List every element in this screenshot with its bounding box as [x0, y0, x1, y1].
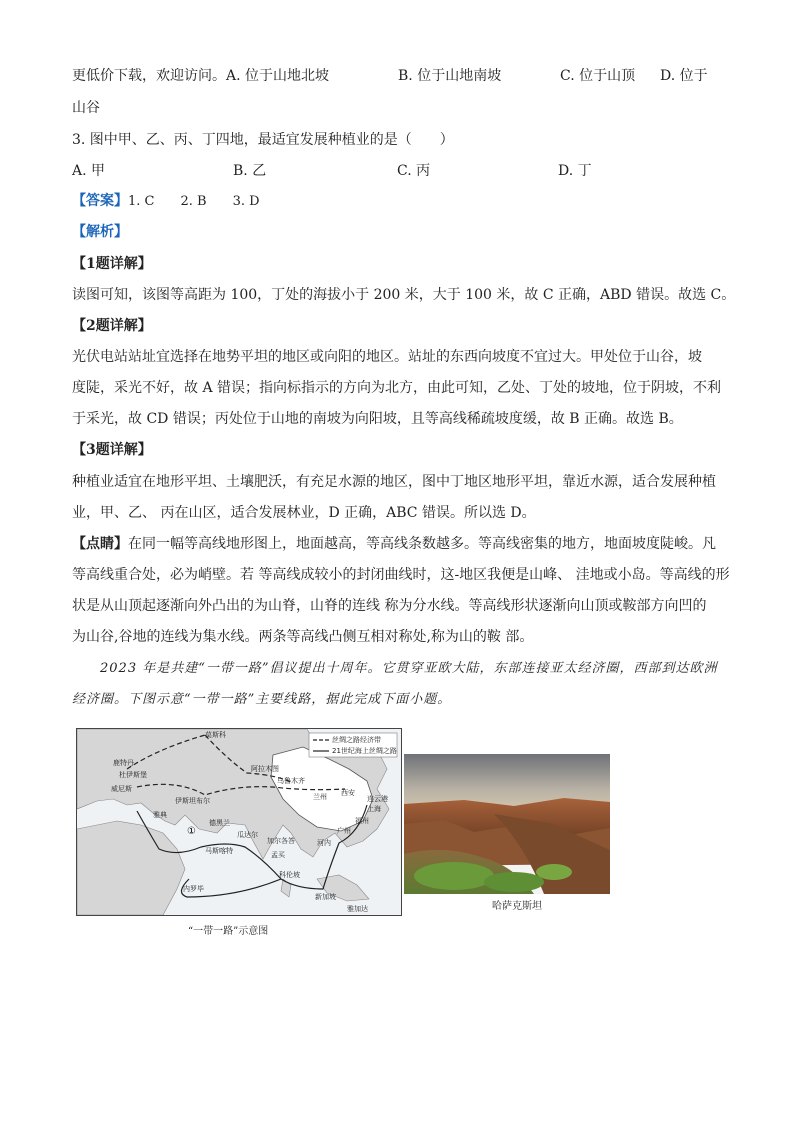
detail1-text: 读图可知，该图等高距为 100，丁处的海拔小于 200 米，大于 100 米，故 C 正确，ABD 错误。故选 C。: [72, 287, 736, 303]
city-hanoi: 河内: [317, 839, 331, 847]
city-lanzhou: 兰州: [313, 793, 327, 801]
detail3-label: 【3题详解】: [72, 442, 152, 458]
kazakhstan-photo: [404, 754, 610, 894]
city-mumbai: 孟买: [271, 851, 285, 859]
city-duisburg: 杜伊斯堡: [119, 771, 147, 779]
detail2-label: 【2题详解】: [72, 318, 152, 334]
detail2-line1: 光伏电站站址宜选择在地势平坦的地区或向阳的地区。站址的东西向坡度不宜过大。甲处位于山谷，坡: [72, 349, 702, 365]
analysis-label: 【解析】: [72, 224, 128, 240]
city-rotterdam: 鹿特丹: [113, 759, 134, 767]
intro-line1: 2023 年是共建“一带一路”倡议提出十周年。它贯穿亚欧大陆，东部连接亚太经济圈，西部到达欧洲: [100, 661, 718, 676]
city-nairobi: 内罗毕: [183, 885, 204, 893]
answer-label: 【答案】: [72, 193, 128, 209]
detail2-line2: 度陡，采光不好，故 A 错误；指向标指示的方向为北方，由此可知，乙处、丁处的坡地，位于阴坡，不利: [72, 380, 722, 396]
detail3-line2: 业，甲、乙、 丙在山区，适合发展林业，D 正确，ABC 错误。所以选 D。: [72, 505, 536, 521]
city-guangzhou: 广州: [337, 827, 351, 835]
city-lianyungang: 连云港: [367, 795, 388, 803]
city-tehran: 德黑兰: [209, 819, 230, 827]
q3-option-c: C. 丙: [397, 163, 431, 179]
city-colombo: 科伦坡: [279, 871, 300, 879]
answer-line: [72, 191, 260, 212]
map-caption: “一带一路”示意图: [188, 926, 269, 937]
city-istanbul: 伊斯坦布尔: [175, 797, 210, 805]
city-venice: 威尼斯: [111, 785, 132, 793]
city-almaty: 阿拉木图: [251, 765, 279, 773]
city-athens: 雅典: [153, 811, 167, 819]
tips-line1: [72, 534, 716, 554]
city-singapore: 新加坡: [315, 893, 336, 901]
q2-option-d-continued: 山谷: [72, 100, 100, 116]
city-muscat: 马斯喀特: [205, 847, 233, 855]
detail2-line3: 于采光，故 CD 错误；丙处位于山地的南坡为向阳坡，且等高线稀疏坡度缓，故 B 正确。故选 B。: [72, 411, 683, 427]
q3-option-d: D. 丁: [558, 163, 592, 179]
city-shanghai: 上海: [367, 805, 381, 813]
q3-stem: 3. 图中甲、乙、丙、丁四地，最适宜发展种植业的是（ ）: [72, 132, 454, 148]
landscape-photo-svg: [404, 754, 610, 894]
tips-text-1: 在同一幅等高线地形图上，地面越高，等高线条数越多。等高线密集的地方，地面坡度陡峻。凡: [128, 536, 716, 552]
city-gwadar: 瓜达尔: [237, 831, 258, 839]
city-fuzhou: 福州: [355, 817, 369, 825]
tips-line2: 等高线重合处，必为峭壁。若 等高线成较小的封闭曲线时，这-地区我便是山峰、 洼地或小岛。等高线的形: [72, 567, 730, 583]
tips-label: 【点睛】: [72, 536, 128, 552]
q2-option-a-line: 更低价下载，欢迎访问。A. 位于山地北坡: [72, 68, 330, 84]
q2-option-c: C. 位于山顶: [560, 68, 636, 84]
city-xian: 西安: [341, 789, 355, 797]
answer-values: 1. C 2. B 3. D: [128, 194, 260, 209]
map-marker-1: ①: [187, 826, 196, 837]
belt-road-map: [76, 728, 402, 916]
map-svg: [77, 729, 401, 915]
legend-maritime: 21世纪海上丝绸之路: [332, 747, 397, 755]
tips-line4: 为山谷,谷地的连线为集水线。两条等高线凸侧互相对称处,称为山的鞍 部。: [72, 629, 534, 645]
city-urumqi: 乌鲁木齐: [277, 777, 305, 785]
q2-option-b: B. 位于山地南坡: [398, 68, 502, 84]
tips-line3: 状是从山顶起逐渐向外凸出的为山脊，山脊的连线 称为分水线。等高线形状逐渐向山顶或鞍部方向凹的: [72, 598, 707, 614]
q3-option-a: A. 甲: [72, 163, 106, 179]
detail3-line1: 种植业适宜在地形平坦、土壤肥沃，有充足水源的地区，图中丁地区地形平坦，靠近水源，适合发展种植: [72, 474, 716, 490]
q2-option-d: D. 位于: [660, 68, 708, 84]
photo-caption: 哈萨克斯坦: [492, 901, 542, 912]
city-moscow: 莫斯科: [205, 731, 226, 739]
legend-belt: 丝绸之路经济带: [332, 736, 381, 744]
city-kolkata: 加尔各答: [267, 837, 295, 845]
q3-option-b: B. 乙: [233, 163, 267, 179]
city-jakarta: 雅加达: [347, 905, 368, 913]
detail1-label: 【1题详解】: [72, 256, 152, 272]
intro-line2: 经济圈。下图示意“一带一路”主要线路，据此完成下面小题。: [72, 692, 452, 707]
